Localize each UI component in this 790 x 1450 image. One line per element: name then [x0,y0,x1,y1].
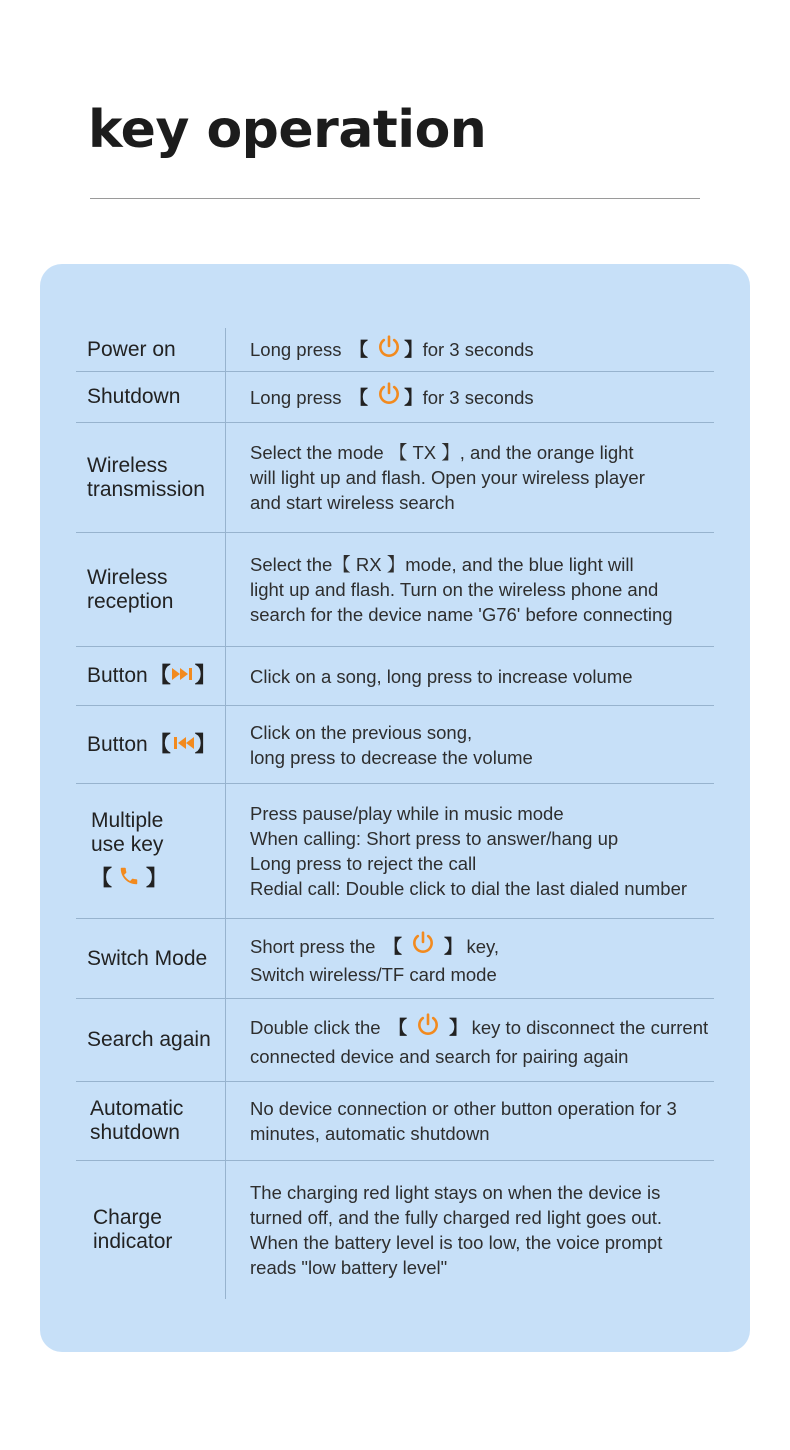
table-row [76,784,714,919]
row-description: Long press 【 】 for 3 seconds [226,328,714,371]
phone-icon [118,865,140,893]
skip-previous-icon [171,733,195,757]
table-row [76,533,714,647]
power-icon [376,334,402,366]
row-description: Click on a song, long press to increase volume [250,665,633,687]
row-label: Button 【 】 [76,647,226,705]
row-description: The charging red light stays on when the device is turned off, and the fully charged red light goes out. When the battery level is too low, the voice prompt reads "low battery level" [250,1182,663,1278]
row-description: Short press the 【 】 key, Switch wireless/TF card mode [226,919,714,998]
row-label: Switch Mode [76,919,226,998]
table-row [76,1161,714,1299]
table-row [76,372,714,423]
row-label: Charge indicator [76,1161,226,1299]
row-label: Button 【 】 [76,706,226,783]
key-operation-table [76,328,714,1299]
row-description: Double click the 【 】 key to disconnect the current connected device and search for pairing again [226,999,714,1081]
row-description: Select the mode 【 TX 】, and the orange light will light up and flash. Open your wireless player and start wireless search [250,442,645,513]
row-description: Long press 【 】 for 3 seconds [226,372,714,422]
table-row [76,1082,714,1161]
table-row [76,919,714,999]
table-row [76,706,714,784]
table-row [76,647,714,706]
power-icon [415,1012,441,1044]
row-description: Press pause/play while in music mode When calling: Short press to answer/hang up Long press to reject the call Redial call: Double click to dial the last dialed number [250,803,688,899]
key-operation-panel [40,264,750,1352]
table-row [76,423,714,533]
row-label: Automatic shutdown [76,1082,226,1160]
power-icon [410,930,436,962]
page-title: key operation [88,100,487,160]
skip-next-icon [171,664,195,688]
title-divider [90,198,700,199]
row-label: Shutdown [76,372,226,422]
table-row [76,328,714,372]
row-description: No device connection or other button operation for 3 minutes, automatic shutdown [250,1098,677,1144]
row-label: Power on [76,328,226,371]
power-icon [376,381,402,413]
row-label: Search again [76,999,226,1081]
row-label: Wireless reception [76,533,226,646]
row-description: Click on the previous song, long press to decrease the volume [250,721,533,768]
row-label: Multiple use key 【 】 [76,784,226,918]
row-label: Wireless transmission [76,423,226,532]
table-row [76,999,714,1082]
row-description: Select the【 RX 】mode, and the blue light will light up and flash. Turn on the wireless phone and search for the device name 'G76' before connecting [250,554,673,625]
